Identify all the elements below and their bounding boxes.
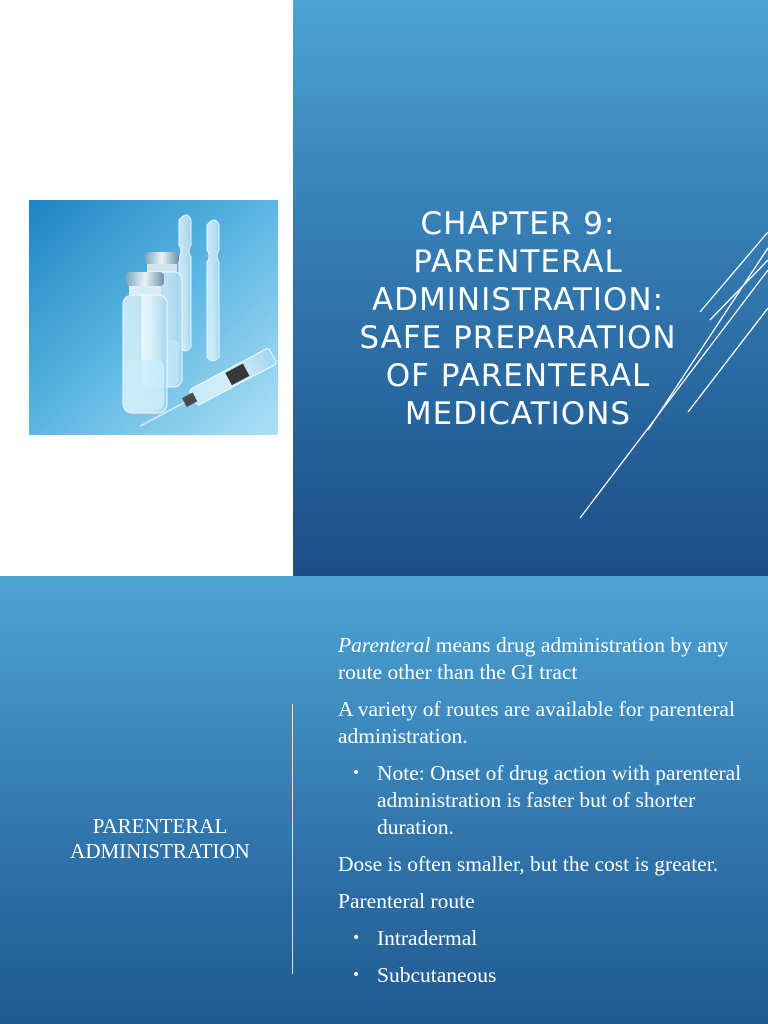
bullet-text-rest: means drug administration by any route other than the GI tract [338,633,729,684]
sub-bullet-marker: • [352,765,361,781]
slide-title: CHAPTER 9: PARENTERAL ADMINISTRATION: SAFE PREPARATION OF PARENTERAL MEDICATIONS [359,206,677,432]
sub-list-item [312,962,752,989]
list-item [312,696,752,750]
vertical-divider [292,704,293,974]
sub-bullet-text: Intradermal [377,926,478,950]
decorative-lines [560,230,768,530]
content-slide [0,576,768,1024]
bullet-text: Parenteral route [338,889,475,913]
list-item [312,851,752,878]
vials-syringe-image [29,200,278,435]
bullet-text: Dose is often smaller, but the cost is greater. [338,852,719,876]
sub-bullet-marker: • [352,967,361,983]
vials-illustration [29,200,278,435]
bullet-text: A variety of routes are available for parenteral administration. [338,697,735,748]
emphasis-text: Parenteral [338,633,431,657]
sub-list-item [312,925,752,952]
bullet-list [312,632,752,999]
sub-list-item [312,760,752,841]
section-heading: PARENTERAL ADMINISTRATION [70,814,250,863]
list-item [312,632,752,686]
bullet-text [338,633,728,684]
list-item [312,888,752,915]
sub-bullet-marker: • [352,930,361,946]
sub-bullet-text: Subcutaneous [377,963,497,987]
sub-bullet-text: Note: Onset of drug action with parenteral administration is faster but of shorter duration. [377,761,742,839]
